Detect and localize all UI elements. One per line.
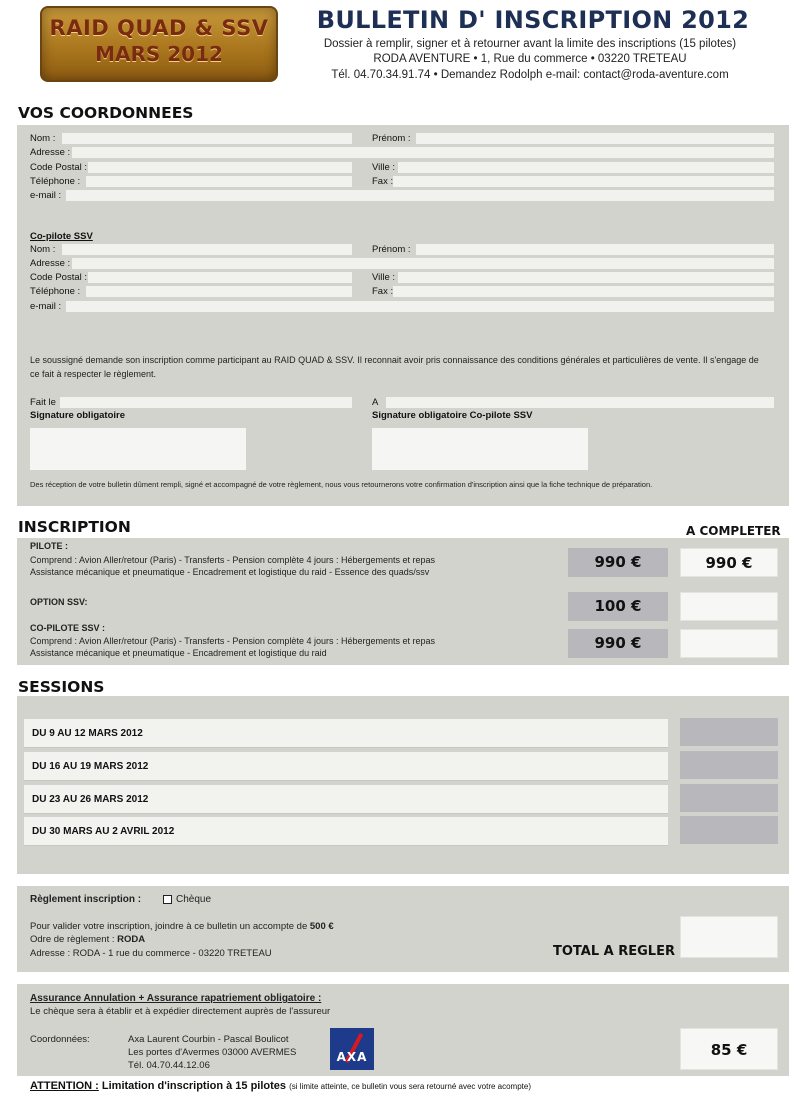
pilote-quantity-field[interactable]: 990 €	[680, 548, 778, 577]
header-line3: Tél. 04.70.34.91.74 • Demandez Rodolph e-mail: contact@roda-aventure.com	[331, 69, 729, 81]
ville-label: Ville :	[372, 162, 396, 173]
section-title-sessions: SESSIONS	[18, 678, 105, 696]
axa-logo-text: AXA	[336, 1050, 368, 1064]
fait-le-field[interactable]	[60, 397, 352, 408]
a-field[interactable]	[386, 397, 774, 408]
prenom-label: Prénom :	[372, 133, 411, 144]
copilote-code-postal-field[interactable]	[88, 272, 352, 283]
session-row: DU 30 MARS AU 2 AVRIL 2012	[24, 817, 668, 846]
fait-le-label: Fait le	[30, 397, 56, 408]
option-ssv-price: 100 €	[568, 592, 668, 621]
code-postal-field[interactable]	[88, 162, 352, 173]
reception-note: Des réception de votre bulletin dûment rempli, signé et accompagné de votre règlement, nous vous retournerons votre confirmation d'inscription ainsi que la fiche technique de préparation.	[30, 480, 653, 489]
signature-copilote-box[interactable]	[372, 428, 588, 470]
session-checkbox[interactable]	[680, 816, 778, 844]
copilote-code-postal-label: Code Postal :	[30, 272, 88, 283]
attention-label: ATTENTION :	[30, 1080, 99, 1092]
section-title-coordonnees: VOS COORDONNEES	[18, 104, 194, 122]
assurance-coord1: Axa Laurent Courbin - Pascal Boulicot	[128, 1034, 289, 1045]
cheque-label: Chèque	[176, 894, 212, 905]
copilote-adresse-label: Adresse :	[30, 258, 71, 269]
session-checkbox[interactable]	[680, 718, 778, 746]
assurance-coord2: Les portes d'Avermes 03000 AVERMES	[128, 1047, 297, 1058]
axa-logo	[330, 1028, 374, 1070]
session-row: DU 16 AU 19 MARS 2012	[24, 752, 668, 781]
copilote-nom-label: Nom :	[30, 244, 56, 255]
session-checkbox[interactable]	[680, 751, 778, 779]
assurance-coord-label: Coordonnées:	[30, 1034, 90, 1045]
signature-label: Signature obligatoire	[30, 410, 126, 421]
copilote-prenom-label: Prénom :	[372, 244, 411, 255]
copilote-telephone-label: Téléphone :	[30, 286, 81, 297]
page-title: BULLETIN D' INSCRIPTION 2012	[316, 6, 750, 34]
ville-field[interactable]	[398, 162, 774, 173]
accompte-text: Pour valider votre inscription, joindre à ce bulletin un accompte de	[30, 921, 310, 932]
session-row: DU 9 AU 12 MARS 2012	[24, 719, 668, 748]
ordre-line	[30, 934, 145, 945]
option-ssv-field[interactable]	[680, 592, 778, 621]
accompte-line	[30, 921, 334, 932]
signature-copilote-label: Signature obligatoire Co-pilote SSV	[372, 410, 533, 421]
prenom-field[interactable]	[416, 133, 774, 144]
attention-line	[30, 1080, 531, 1092]
reglement-label: Règlement inscription :	[30, 894, 142, 905]
code-postal-label: Code Postal :	[30, 162, 88, 173]
copilote-ssv-label: CO-PILOTE SSV :	[30, 623, 106, 633]
pilote-desc2: Assistance mécanique et pneumatique - Encadrement et logistique du raid - Essence des quads/ssv	[30, 567, 430, 577]
email-field[interactable]	[66, 190, 774, 201]
fax-field[interactable]	[393, 176, 774, 187]
logo-line1: RAID QUAD & SSV	[49, 16, 269, 40]
fax-label: Fax :	[372, 176, 394, 187]
nom-label: Nom :	[30, 133, 56, 144]
accompte-amount: 500 €	[309, 921, 334, 932]
copilote-ville-field[interactable]	[398, 272, 774, 283]
copilote-adresse-field[interactable]	[72, 258, 774, 269]
copilote-email-label: e-mail :	[30, 301, 62, 312]
a-completer-label: A COMPLETER	[686, 524, 781, 538]
copilote-title: Co-pilote SSV	[30, 231, 93, 242]
copilote-ville-label: Ville :	[372, 272, 396, 283]
adresse-label: Adresse :	[30, 147, 71, 158]
total-label: TOTAL A REGLER	[553, 944, 675, 959]
assurance-price: 85 €	[680, 1028, 778, 1070]
ordre-text: Odre de règlement :	[30, 934, 118, 945]
pilote-desc1: Comprend : Avion Aller/retour (Paris) - Transferts - Pension complète 4 jours : Hébergements et repas	[30, 555, 436, 565]
copilote-prenom-field[interactable]	[416, 244, 774, 255]
total-field[interactable]	[680, 916, 778, 958]
email-label: e-mail :	[30, 190, 62, 201]
pilote-price: 990 €	[568, 548, 668, 577]
assurance-coord3: Tél. 04.70.44.12.06	[128, 1060, 210, 1071]
copilote-email-field[interactable]	[66, 301, 774, 312]
reglement-adresse: Adresse : RODA - 1 rue du commerce - 03220 TRETEAU	[30, 948, 272, 959]
copilote-field[interactable]	[680, 629, 778, 658]
declaration-text: Le soussigné demande son inscription comme participant au RAID QUAD & SSV. Il reconnait avoir pris connaissance des conditions générales et particulières de vente. Il s'engage de ce fait à respecter le règlement.	[30, 355, 759, 379]
nom-field[interactable]	[62, 133, 352, 144]
raid-logo	[40, 6, 278, 82]
telephone-field[interactable]	[86, 176, 352, 187]
copilote-price: 990 €	[568, 629, 668, 658]
assurance-title: Assurance Annulation + Assurance rapatriement obligatoire :	[30, 993, 322, 1004]
copilote-desc2: Assistance mécanique et pneumatique - Encadrement et logistique du raid	[30, 648, 327, 658]
copilote-telephone-field[interactable]	[86, 286, 352, 297]
pilote-label: PILOTE :	[30, 541, 68, 551]
telephone-label: Téléphone :	[30, 176, 81, 187]
signature-box[interactable]	[30, 428, 246, 470]
attention-note: (si limite atteinte, ce bulletin vous sera retourné avec votre acompte)	[289, 1082, 531, 1091]
header-line1: Dossier à remplir, signer et à retourner avant la limite des inscriptions (15 pilotes)	[323, 38, 737, 50]
copilote-nom-field[interactable]	[62, 244, 352, 255]
option-ssv-label: OPTION SSV:	[30, 597, 88, 607]
session-row: DU 23 AU 26 MARS 2012	[24, 785, 668, 814]
cheque-checkbox[interactable]	[163, 895, 172, 904]
copilote-desc1: Comprend : Avion Aller/retour (Paris) - Transferts - Pension complète 4 jours : Hébergements et repas	[30, 636, 436, 646]
assurance-subtitle: Le chèque sera à établir et à expédier directement auprès de l'assureur	[30, 1006, 331, 1017]
section-title-inscription: INSCRIPTION	[18, 518, 131, 536]
ordre-value: RODA	[117, 934, 146, 945]
header-line2: RODA AVENTURE • 1, Rue du commerce • 03220 TRETEAU	[373, 53, 687, 65]
logo-line2: MARS 2012	[95, 42, 223, 66]
session-checkbox[interactable]	[680, 784, 778, 812]
copilote-fax-label: Fax :	[372, 286, 394, 297]
attention-limit: Limitation d'inscription à 15 pilotes	[98, 1080, 287, 1092]
adresse-field[interactable]	[72, 147, 774, 158]
copilote-fax-field[interactable]	[393, 286, 774, 297]
a-label: A	[372, 397, 379, 408]
